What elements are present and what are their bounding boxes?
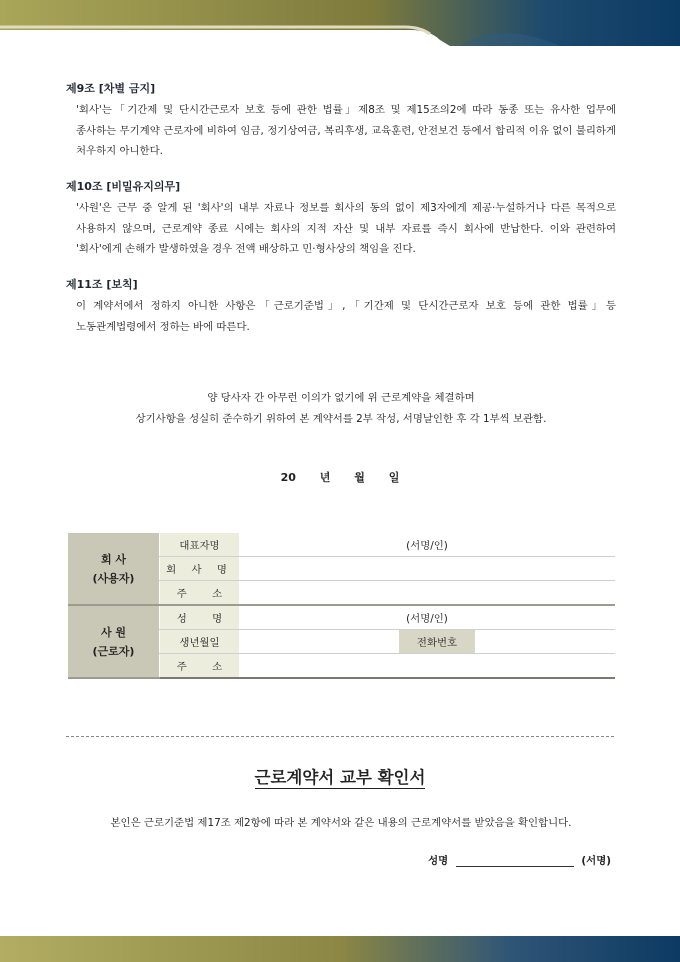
- birthdate-field[interactable]: [239, 630, 399, 654]
- signature-line-field[interactable]: [456, 854, 574, 867]
- closing-line-2: 상기사항을 성실히 준수하기 위하여 본 계약서를 2부 작성, 서명날인한 후 각 1부씩 보관함.: [135, 412, 547, 425]
- closing-line-1: 양 당사자 간 아무런 이의가 없기에 위 근로계약을 체결하며: [207, 392, 475, 404]
- article-9: [66, 80, 616, 162]
- article-heading: 제10조 [비밀유지의무]: [66, 180, 181, 193]
- receipt-title: 근로계약서 교부 확인서: [254, 768, 426, 787]
- company-group-label: 회 사 (사용자): [68, 533, 160, 605]
- article-10: [66, 178, 616, 260]
- company-address-label: 주 소: [160, 581, 240, 606]
- article-body: 이 계약서에서 정하지 아니한 사항은「근로기준법」,「기간제 및 단시간근로자 보호 등에 관한 법률」등 노동관계법령에서 정하는 바에 따른다.: [76, 300, 616, 333]
- receipt-signature-row: [0, 852, 611, 867]
- footer-decorative-band: [0, 936, 680, 962]
- employee-group-label: 사 원 (근로자): [68, 605, 160, 678]
- phone-field[interactable]: [475, 630, 615, 654]
- closing-statement: [66, 388, 616, 429]
- employee-name-field[interactable]: (서명/인): [239, 605, 615, 630]
- header-decorative-band: [0, 0, 680, 46]
- rep-name-label: 대표자명: [160, 533, 240, 557]
- employee-address-field[interactable]: [239, 654, 615, 679]
- article-heading: 제11조 [보칙]: [66, 278, 138, 291]
- signature-table: [68, 533, 615, 679]
- employee-name-label: 성 명: [160, 605, 240, 630]
- article-11: [66, 276, 616, 337]
- cut-line-divider: [66, 736, 614, 737]
- article-heading: 제9조 [차별 금지]: [66, 82, 156, 95]
- birthdate-label: 생년월일: [160, 630, 240, 654]
- article-body: '회사'는「기간제 및 단시간근로자 보호 등에 관한 법률」제8조 및 제15조의2에 따라 동종 또는 유사한 업무에 종사하는 무기계약 근로자에 비하여 임금, 정기상여금, 복리후생, 교육훈련, 안전보건 등에서 합리적 이유 없이 불리하게 처우하지 아니한다.: [76, 104, 616, 157]
- signature-name-label: 성명: [428, 855, 449, 867]
- company-address-field[interactable]: [239, 581, 615, 606]
- rep-name-field[interactable]: (서명/인): [239, 533, 615, 557]
- company-name-label: 회 사 명: [160, 557, 240, 581]
- receipt-body: 본인은 근로기준법 제17조 제2항에 따라 본 계약서와 같은 내용의 근로계약서를 받았음을 확인합니다.: [110, 817, 572, 829]
- company-name-field[interactable]: [239, 557, 615, 581]
- contract-date: 20 년 월 일: [280, 471, 400, 484]
- employee-address-label: 주 소: [160, 654, 240, 679]
- phone-label: 전화번호: [399, 630, 475, 654]
- article-body: '사원'은 근무 중 알게 된 '회사'의 내부 자료나 정보를 회사의 동의 없이 제3자에게 제공·누설하거나 다른 목적으로 사용하지 않으며, 근로계약 종료 시에는 회사의 지적 자산 및 내부 자료를 즉시 회사에 반납한다. 이와 관련하여 '회사'에게 손해가 발생하였을 경우 전액 배상하고 민·형사상의 책임을 진다.: [76, 202, 616, 255]
- signature-suffix: (서명): [581, 855, 611, 867]
